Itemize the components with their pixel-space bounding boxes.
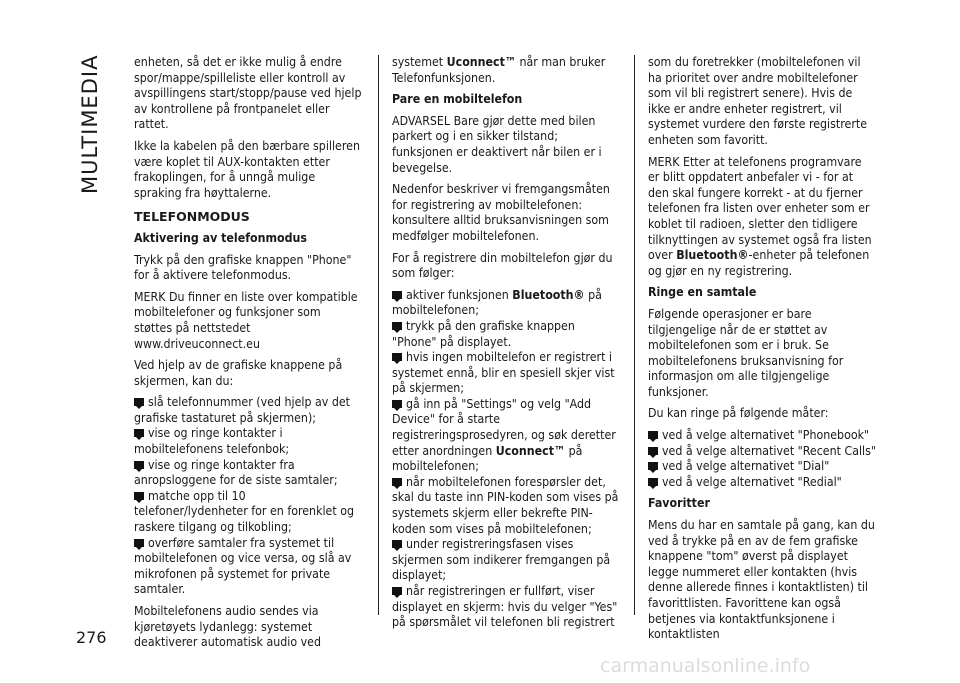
list-item: overføre samtaler fra systemet til mobiltelefonen og vice versa, og slå av mikrofonen på systemet for private samtaler.: [134, 535, 352, 597]
list-item: aktiver funksjonen Bluetooth® på mobiltelefonen;: [392, 287, 602, 318]
note-paragraph: MERK Etter at telefonens programvare er blitt oppdatert anbefaler vi - for at den skal fungere korrekt - at du fjerner telefonen fra listen over enheter som er koblet til radioen, sletter den tidligere tilknyttingen av systemet også fra listen over Bluetooth®-enheter på telefonen og gjør en ny registrering.: [648, 154, 872, 278]
column-divider-1: [378, 55, 379, 615]
bullet-icon: [392, 291, 402, 299]
watermark: carmanualsonline.info: [600, 655, 811, 677]
list-item: matche opp til 10 telefoner/lydenheter for en forenklet og raskere tilgang og tilkobling;: [134, 488, 355, 535]
paragraph: systemet Uconnect™ når man bruker Telefonfunksjonen.: [392, 55, 606, 85]
list-item: vise og ringe kontakter fra anropsloggene for de siste samtaler;: [134, 457, 338, 488]
list-item: ved å velge alternativet "Phonebook": [648, 428, 876, 444]
subheading: Ringe en samtale: [648, 285, 757, 300]
paragraph: Nedenfor beskriver vi fremgangsmåten for registrering av mobiltelefonen: konsultere alltid bruksanvisningen som medfølger mobiltelefonen.: [392, 182, 610, 243]
bullet-icon: [648, 431, 658, 439]
bullet-icon: [392, 322, 402, 330]
note-paragraph: MERK Du finner en liste over kompatible mobiltelefoner og funksjoner som støttes på nettstedet www.driveuconnect.eu: [134, 289, 358, 351]
column-1: [134, 55, 362, 657]
list-item: når registreringen er fullført, viser displayet en skjerm: hvis du velger "Yes" på spørsmålet vil telefonen bli registrert: [392, 584, 618, 630]
paragraph: Ikke la kabelen på den bærbare spilleren være koplet til AUX-kontakten etter frakoplingen, for å unngå mulige spraking fra høyttalerne.: [134, 138, 360, 200]
paragraph: For å registrere din mobiltelefon gjør du som følger:: [392, 250, 613, 281]
list-item: gå inn på "Settings" og velg "Add Device" for å starte registreringsprosedyren, og søk deretter etter anordningen Uconnect™ på mobiltelefonen;: [392, 396, 616, 474]
bullet-icon: [392, 540, 402, 548]
list-item: når mobiltelefonen forespørsler det, skal du taste inn PIN-koden som vises på systemets skjerm eller bekrefte PIN-koden som vises på mobiltelefonen;: [392, 474, 619, 536]
column-divider-2: [634, 55, 635, 615]
bullet-icon: [392, 587, 402, 595]
list-item: trykk på den grafiske knappen "Phone" på displayet.: [392, 318, 575, 349]
paragraph: Følgende operasjoner er bare tilgjengelige når de er støttet av mobiltelefonen som er i bruk. Se mobiltelefonens bruksanvisning for informasjon om alle tilgjengelige funksjoner.: [648, 306, 844, 399]
list-item: slå telefonnummer (ved hjelp av det grafiske tastaturet på skjermen);: [134, 395, 350, 425]
bullet-icon: [134, 539, 144, 547]
subheading: Favoritter: [648, 496, 710, 511]
list-item: ved å velge alternativet "Redial": [648, 475, 876, 491]
list-item: under registreringsfasen vises skjermen som indikerer fremgangen på displayet;: [392, 537, 611, 583]
list-item: ved å velge alternativet "Recent Calls": [648, 444, 876, 460]
paragraph: Du kan ringe på følgende måter:: [648, 406, 829, 421]
paragraph: Ved hjelp av de grafiske knappene på skjermen, kan du:: [134, 358, 343, 388]
bullet-icon: [648, 462, 658, 470]
list-item: hvis ingen mobiltelefon er registrert i systemet ennå, blir en spesiell skjer vist på skjermen;: [392, 350, 615, 396]
bullet-icon: [134, 492, 144, 500]
list-item: vise og ringe kontakter i mobiltelefonens telefonbok;: [134, 426, 290, 457]
bullet-icon: [392, 353, 402, 361]
bullet-icon: [134, 429, 144, 437]
bullet-icon: [134, 398, 144, 406]
subheading: Pare en mobiltelefon: [392, 92, 523, 107]
section-heading: TELEFONMODUS: [134, 209, 250, 225]
paragraph: som du foretrekker (mobiltelefonen vil ha prioritet over andre mobiltelefoner som vil bli registrert senere). Hvis de ikke er andre enheter registrert, vil systemet vurdere den første registrerte enheten som favoritt.: [648, 55, 868, 147]
bullet-icon: [392, 478, 402, 486]
bullet-icon: [648, 447, 658, 455]
page-number: 276: [76, 628, 107, 647]
warning-paragraph: ADVARSEL Bare gjør dette med bilen parkert og i en sikker tilstand; funksjonen er deaktivert når bilen er i bevegelse.: [392, 113, 602, 175]
column-2: [392, 55, 620, 631]
bullet-icon: [134, 461, 144, 469]
bullet-icon: [392, 400, 402, 408]
paragraph: Mens du har en samtale på gang, kan du ved å trykke på en av de fem grafiske knappene "tom" øverst på displayet legge nummeret eller kontakten (hvis denne allerede finnes i kontaktlisten) til favorittlisten. Favorittene kan også betjenes via kontaktfunksjonene i kontaktlisten: [648, 518, 875, 642]
subheading: Aktivering av telefonmodus: [134, 230, 308, 245]
paragraph: Trykk på den grafiske knappen "Phone" for å aktivere telefonmodus.: [134, 252, 352, 283]
paragraph: Mobiltelefonens audio sendes via kjøretøyets lydanlegg: systemet deaktiverer automatisk audio ved: [134, 604, 322, 650]
bullet-icon: [648, 478, 658, 486]
column-3: [648, 55, 876, 649]
section-side-title: MULTIMEDIA: [78, 54, 102, 194]
list-item: ved å velge alternativet "Dial": [648, 459, 876, 475]
paragraph: enheten, så det er ikke mulig å endre spor/mappe/spilleliste eller kontroll av avspillingens start/stopp/pause ved hjelp av kontrollene på frontpanelet eller rattet.: [134, 55, 362, 132]
